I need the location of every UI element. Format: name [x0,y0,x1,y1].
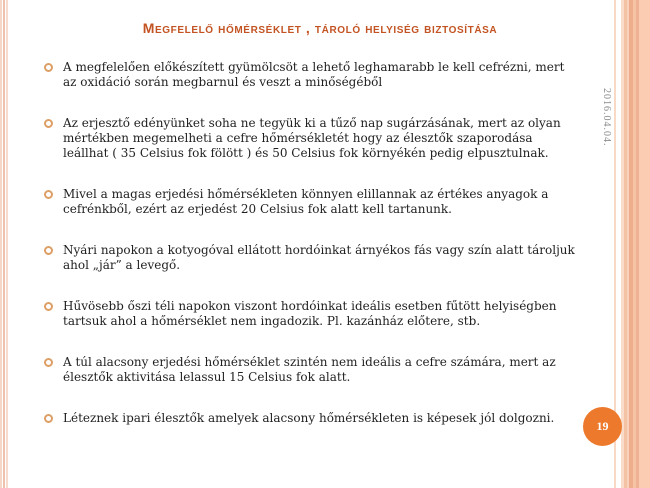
bullet-list [0,60,650,426]
bullet-circle-icon [44,190,53,199]
bullet-item [44,60,578,90]
slide-date: 2016.04.04. [601,88,612,147]
bullet-text: A megfelelően előkészített gyümölcsöt a lehető leghamarabb le kell cefrézni, mert az oxidáció során megbarnul és veszt a minőségéből [63,60,565,89]
slide-title: Megfelelő hőmérséklet , tároló helyiség biztosítása [142,20,498,36]
bullet-circle-icon [44,63,53,72]
bullet-text: Az erjesztő edényünket soha ne tegyük ki a tűző nap sugárzásának, mert az olyan mértékben megemelheti a cefre hőmérsékletét hogy az élesztők szaporodása leállhat ( 35 Celsius fok fölött ) és 50 Celsius fok környékén pedig elpusztulnak. [63,116,561,160]
page-number: 19 [596,419,609,433]
bullet-item [44,299,578,329]
bullet-item [44,411,578,426]
bullet-circle-icon [44,119,53,128]
bullet-circle-icon [44,246,53,255]
left-stripe-border [0,0,9,488]
bullet-text: Léteznek ipari élesztők amelyek alacsony hőmérsékleten is képesek jól dolgozni. [63,411,555,425]
bullet-text: Nyári napokon a kotyogóval ellátott hordóinkat árnyékos fás vagy szín alatt tároljuk ahol „jár” a levegő. [63,243,575,272]
bullet-item [44,355,578,385]
bullet-item [44,187,578,217]
bullet-text: Mivel a magas erjedési hőmérsékleten könnyen elillannak az értékes anyagok a cefrénkből, ezért az erjedést 20 Celsius fok alatt kell tartanunk. [63,187,549,216]
bullet-circle-icon [44,358,53,367]
bullet-circle-icon [44,414,53,423]
bullet-item [44,116,578,161]
bullet-circle-icon [44,302,53,311]
page-number-badge [583,407,622,446]
bullet-text: Hűvösebb őszi téli napokon viszont hordóinkat ideális esetben fűtött helyiségben tartsuk ahol a hőmérséklet nem ingadozik. Pl. kazánház előtere, stb. [63,299,557,328]
bullet-text: A túl alacsony erjedési hőmérséklet szintén nem ideális a cefre számára, mert az élesztők aktivitása lelassul 15 Celsius fok alatt. [63,355,556,384]
bullet-item [44,243,578,273]
